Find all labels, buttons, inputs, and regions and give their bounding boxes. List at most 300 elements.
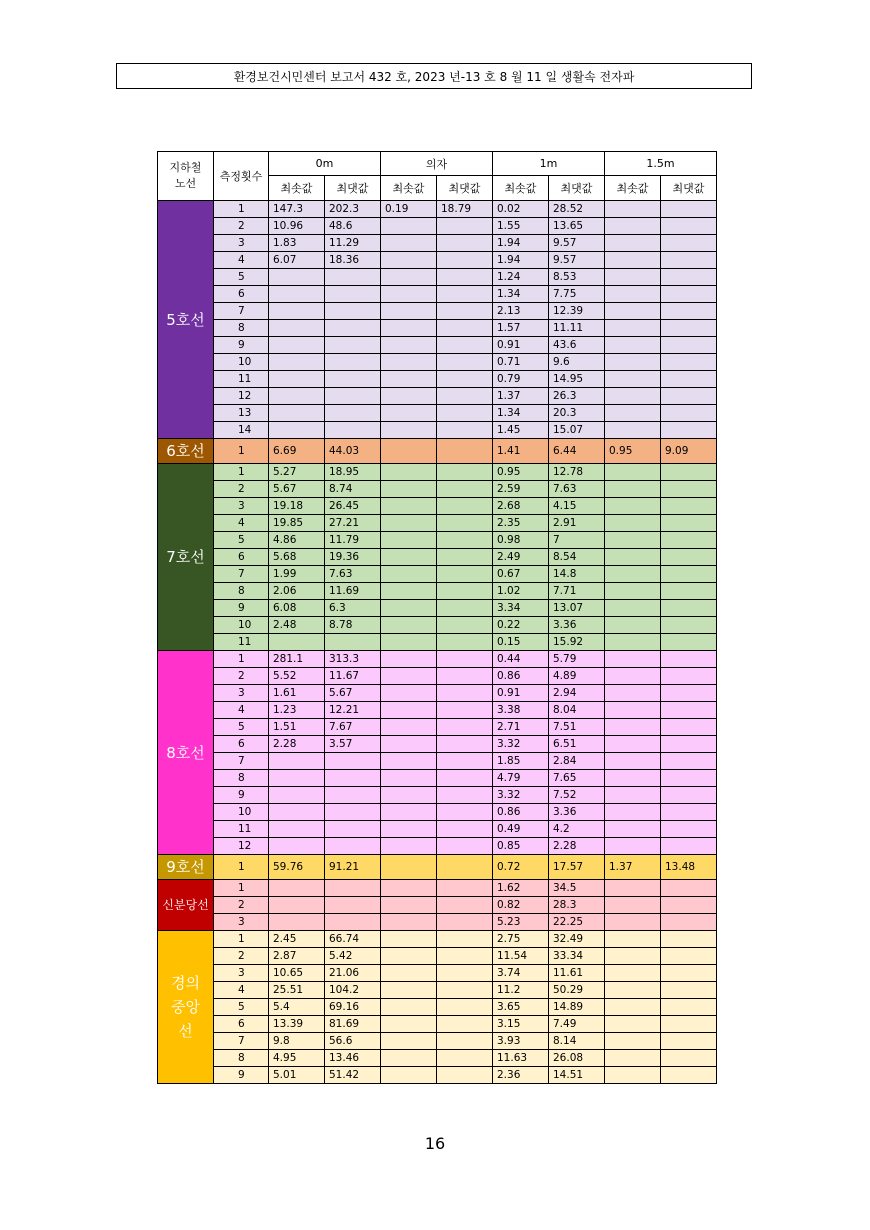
table-row — [158, 999, 717, 1016]
count-cell: 7 — [214, 753, 269, 770]
value-cell — [661, 702, 717, 719]
value-cell — [381, 600, 437, 617]
count-cell: 10 — [214, 617, 269, 634]
value-cell: 3.74 — [493, 965, 549, 982]
value-cell: 202.3 — [325, 201, 381, 218]
value-cell: 1.94 — [493, 252, 549, 269]
table-row — [158, 235, 717, 252]
table-row — [158, 736, 717, 753]
value-cell — [381, 821, 437, 838]
value-cell: 0.02 — [493, 201, 549, 218]
count-cell: 11 — [214, 371, 269, 388]
value-cell — [661, 498, 717, 515]
value-cell: 0.49 — [493, 821, 549, 838]
value-cell: 2.36 — [493, 1067, 549, 1084]
report-header — [116, 63, 752, 89]
count-cell: 9 — [214, 337, 269, 354]
value-cell: 13.48 — [661, 855, 717, 880]
count-cell: 4 — [214, 702, 269, 719]
value-cell: 3.32 — [493, 787, 549, 804]
value-cell: 1.37 — [493, 388, 549, 405]
value-cell — [269, 337, 325, 354]
value-cell: 8.54 — [549, 549, 605, 566]
value-cell: 1.41 — [493, 439, 549, 464]
value-cell — [605, 982, 661, 999]
value-cell: 4.2 — [549, 821, 605, 838]
value-cell — [661, 1067, 717, 1084]
value-cell: 5.23 — [493, 914, 549, 931]
value-cell — [605, 218, 661, 235]
count-cell: 2 — [214, 668, 269, 685]
value-cell — [605, 354, 661, 371]
value-cell — [381, 498, 437, 515]
value-cell — [381, 388, 437, 405]
value-cell: 1.85 — [493, 753, 549, 770]
value-cell — [661, 532, 717, 549]
table-row — [158, 286, 717, 303]
count-cell: 6 — [214, 1016, 269, 1033]
count-cell: 12 — [214, 838, 269, 855]
value-cell — [661, 515, 717, 532]
value-cell: 0.71 — [493, 354, 549, 371]
count-cell: 8 — [214, 583, 269, 600]
measurement-table — [157, 151, 717, 1084]
value-cell — [661, 235, 717, 252]
table-row — [158, 770, 717, 787]
value-cell — [661, 286, 717, 303]
value-cell: 66.74 — [325, 931, 381, 948]
value-cell — [269, 371, 325, 388]
table-row — [158, 515, 717, 532]
value-cell: 104.2 — [325, 982, 381, 999]
value-cell — [661, 787, 717, 804]
value-cell: 7.67 — [325, 719, 381, 736]
value-cell — [381, 464, 437, 481]
table-row — [158, 880, 717, 897]
value-cell — [661, 303, 717, 320]
value-cell: 14.89 — [549, 999, 605, 1016]
value-cell — [269, 821, 325, 838]
header-group-1m: 1m — [493, 152, 605, 176]
value-cell — [605, 201, 661, 218]
count-cell: 8 — [214, 1050, 269, 1067]
value-cell — [437, 668, 493, 685]
table-row — [158, 439, 717, 464]
value-cell — [661, 914, 717, 931]
value-cell: 1.51 — [269, 719, 325, 736]
value-cell: 0.91 — [493, 337, 549, 354]
value-cell — [661, 897, 717, 914]
line-name-cell: 9호선 — [158, 855, 214, 880]
value-cell — [381, 770, 437, 787]
value-cell — [605, 583, 661, 600]
value-cell: 6.69 — [269, 439, 325, 464]
value-cell — [437, 685, 493, 702]
value-cell: 0.67 — [493, 566, 549, 583]
value-cell — [381, 354, 437, 371]
value-cell: 0.95 — [493, 464, 549, 481]
count-cell: 8 — [214, 770, 269, 787]
count-cell: 3 — [214, 498, 269, 515]
value-cell — [381, 371, 437, 388]
count-cell: 4 — [214, 982, 269, 999]
value-cell: 0.19 — [381, 201, 437, 218]
value-cell — [269, 897, 325, 914]
value-cell: 5.67 — [325, 685, 381, 702]
header-min: 최솟값 — [269, 176, 325, 201]
value-cell — [437, 303, 493, 320]
value-cell — [661, 736, 717, 753]
value-cell: 50.29 — [549, 982, 605, 999]
value-cell — [381, 549, 437, 566]
value-cell — [381, 320, 437, 337]
value-cell: 27.21 — [325, 515, 381, 532]
value-cell: 12.39 — [549, 303, 605, 320]
table-row — [158, 201, 717, 218]
value-cell: 9.6 — [549, 354, 605, 371]
value-cell: 4.89 — [549, 668, 605, 685]
value-cell: 7 — [549, 532, 605, 549]
value-cell — [605, 914, 661, 931]
value-cell — [605, 821, 661, 838]
value-cell: 28.52 — [549, 201, 605, 218]
count-cell: 9 — [214, 1067, 269, 1084]
value-cell — [269, 804, 325, 821]
value-cell: 33.34 — [549, 948, 605, 965]
value-cell: 69.16 — [325, 999, 381, 1016]
value-cell — [437, 439, 493, 464]
value-cell: 51.42 — [325, 1067, 381, 1084]
table-row — [158, 1033, 717, 1050]
table-row — [158, 405, 717, 422]
value-cell: 0.44 — [493, 651, 549, 668]
value-cell — [661, 838, 717, 855]
value-cell: 7.49 — [549, 1016, 605, 1033]
value-cell: 4.79 — [493, 770, 549, 787]
value-cell — [381, 965, 437, 982]
value-cell — [605, 999, 661, 1016]
value-cell — [381, 617, 437, 634]
value-cell — [437, 337, 493, 354]
value-cell — [661, 634, 717, 651]
value-cell: 22.25 — [549, 914, 605, 931]
value-cell — [437, 948, 493, 965]
value-cell — [605, 498, 661, 515]
value-cell — [437, 736, 493, 753]
table-row — [158, 617, 717, 634]
value-cell: 18.79 — [437, 201, 493, 218]
table-row — [158, 422, 717, 439]
value-cell — [437, 719, 493, 736]
line-name-cell: 6호선 — [158, 439, 214, 464]
count-cell: 8 — [214, 320, 269, 337]
count-cell: 5 — [214, 269, 269, 286]
value-cell: 6.07 — [269, 252, 325, 269]
value-cell — [437, 634, 493, 651]
table-row — [158, 1016, 717, 1033]
value-cell: 2.06 — [269, 583, 325, 600]
value-cell — [661, 880, 717, 897]
value-cell: 0.82 — [493, 897, 549, 914]
value-cell — [437, 1050, 493, 1067]
value-cell: 7.52 — [549, 787, 605, 804]
value-cell: 6.44 — [549, 439, 605, 464]
value-cell — [381, 838, 437, 855]
value-cell: 8.78 — [325, 617, 381, 634]
value-cell — [381, 668, 437, 685]
value-cell: 10.96 — [269, 218, 325, 235]
value-cell — [381, 634, 437, 651]
value-cell: 1.45 — [493, 422, 549, 439]
count-cell: 1 — [214, 880, 269, 897]
value-cell: 2.48 — [269, 617, 325, 634]
table-row — [158, 481, 717, 498]
value-cell — [661, 1033, 717, 1050]
value-cell — [325, 880, 381, 897]
value-cell — [605, 600, 661, 617]
value-cell — [661, 770, 717, 787]
value-cell — [605, 702, 661, 719]
value-cell: 4.95 — [269, 1050, 325, 1067]
value-cell: 7.63 — [325, 566, 381, 583]
value-cell — [661, 422, 717, 439]
value-cell — [605, 1016, 661, 1033]
value-cell — [661, 320, 717, 337]
value-cell: 14.51 — [549, 1067, 605, 1084]
value-cell — [661, 201, 717, 218]
value-cell — [381, 880, 437, 897]
value-cell — [381, 914, 437, 931]
value-cell — [661, 566, 717, 583]
value-cell — [437, 855, 493, 880]
table-row — [158, 702, 717, 719]
value-cell: 2.91 — [549, 515, 605, 532]
value-cell — [325, 388, 381, 405]
value-cell — [437, 422, 493, 439]
value-cell — [269, 388, 325, 405]
value-cell — [437, 235, 493, 252]
value-cell: 7.63 — [549, 481, 605, 498]
value-cell: 0.86 — [493, 804, 549, 821]
value-cell — [325, 303, 381, 320]
value-cell: 17.57 — [549, 855, 605, 880]
count-cell: 10 — [214, 804, 269, 821]
value-cell — [381, 1033, 437, 1050]
value-cell: 5.4 — [269, 999, 325, 1016]
value-cell: 2.71 — [493, 719, 549, 736]
count-cell: 3 — [214, 965, 269, 982]
table-row — [158, 821, 717, 838]
value-cell: 2.28 — [269, 736, 325, 753]
value-cell — [437, 600, 493, 617]
value-cell — [381, 422, 437, 439]
value-cell: 59.76 — [269, 855, 325, 880]
value-cell — [605, 235, 661, 252]
value-cell: 1.83 — [269, 235, 325, 252]
value-cell — [269, 320, 325, 337]
value-cell: 5.79 — [549, 651, 605, 668]
value-cell: 1.23 — [269, 702, 325, 719]
value-cell — [661, 965, 717, 982]
value-cell: 5.67 — [269, 481, 325, 498]
header-max: 최댓값 — [549, 176, 605, 201]
value-cell — [605, 1050, 661, 1067]
value-cell — [325, 838, 381, 855]
value-cell — [661, 464, 717, 481]
value-cell — [381, 897, 437, 914]
value-cell: 12.21 — [325, 702, 381, 719]
value-cell — [381, 1067, 437, 1084]
table-row — [158, 218, 717, 235]
value-cell: 8.04 — [549, 702, 605, 719]
value-cell — [437, 931, 493, 948]
value-cell — [605, 405, 661, 422]
value-cell — [381, 1050, 437, 1067]
value-cell — [605, 1067, 661, 1084]
value-cell — [437, 371, 493, 388]
value-cell — [437, 583, 493, 600]
value-cell: 8.74 — [325, 481, 381, 498]
value-cell: 11.69 — [325, 583, 381, 600]
value-cell — [269, 770, 325, 787]
value-cell — [605, 965, 661, 982]
page-number: 16 — [424, 1134, 446, 1153]
value-cell — [605, 320, 661, 337]
value-cell: 0.86 — [493, 668, 549, 685]
value-cell: 56.6 — [325, 1033, 381, 1050]
value-cell: 81.69 — [325, 1016, 381, 1033]
value-cell — [437, 897, 493, 914]
value-cell: 11.63 — [493, 1050, 549, 1067]
value-cell — [661, 1016, 717, 1033]
value-cell — [661, 405, 717, 422]
value-cell: 3.32 — [493, 736, 549, 753]
value-cell — [605, 787, 661, 804]
value-cell — [661, 252, 717, 269]
value-cell — [325, 821, 381, 838]
value-cell: 14.8 — [549, 566, 605, 583]
count-cell: 4 — [214, 252, 269, 269]
table-row — [158, 787, 717, 804]
value-cell: 44.03 — [325, 439, 381, 464]
value-cell — [605, 337, 661, 354]
line-name-cell: 5호선 — [158, 201, 214, 439]
value-cell — [605, 753, 661, 770]
count-cell: 1 — [214, 651, 269, 668]
table-row — [158, 269, 717, 286]
table-body — [158, 201, 717, 1084]
value-cell — [269, 354, 325, 371]
value-cell: 0.98 — [493, 532, 549, 549]
value-cell: 20.3 — [549, 405, 605, 422]
value-cell — [661, 388, 717, 405]
value-cell — [381, 685, 437, 702]
value-cell: 26.08 — [549, 1050, 605, 1067]
table-row — [158, 252, 717, 269]
value-cell — [437, 965, 493, 982]
count-cell: 9 — [214, 600, 269, 617]
value-cell — [325, 897, 381, 914]
value-cell: 15.92 — [549, 634, 605, 651]
value-cell — [325, 914, 381, 931]
value-cell: 10.65 — [269, 965, 325, 982]
value-cell — [437, 354, 493, 371]
value-cell: 1.37 — [605, 855, 661, 880]
value-cell: 21.06 — [325, 965, 381, 982]
count-cell: 7 — [214, 1033, 269, 1050]
value-cell — [661, 948, 717, 965]
value-cell — [605, 838, 661, 855]
value-cell: 9.8 — [269, 1033, 325, 1050]
value-cell: 19.18 — [269, 498, 325, 515]
value-cell — [605, 617, 661, 634]
value-cell — [381, 719, 437, 736]
value-cell — [605, 566, 661, 583]
value-cell: 2.28 — [549, 838, 605, 855]
count-cell: 2 — [214, 481, 269, 498]
table-row — [158, 1050, 717, 1067]
value-cell — [437, 787, 493, 804]
value-cell — [605, 736, 661, 753]
value-cell: 2.87 — [269, 948, 325, 965]
value-cell — [605, 532, 661, 549]
header-line: 지하철 노선 — [158, 152, 214, 201]
value-cell: 5.01 — [269, 1067, 325, 1084]
value-cell — [605, 897, 661, 914]
value-cell: 281.1 — [269, 651, 325, 668]
value-cell — [661, 821, 717, 838]
value-cell — [605, 422, 661, 439]
value-cell — [269, 405, 325, 422]
value-cell — [381, 303, 437, 320]
value-cell: 11.79 — [325, 532, 381, 549]
value-cell — [381, 855, 437, 880]
table-row — [158, 668, 717, 685]
value-cell: 1.62 — [493, 880, 549, 897]
value-cell: 26.45 — [325, 498, 381, 515]
value-cell: 1.02 — [493, 583, 549, 600]
header-max: 최댓값 — [437, 176, 493, 201]
table-row — [158, 634, 717, 651]
table-row — [158, 583, 717, 600]
value-cell: 3.93 — [493, 1033, 549, 1050]
value-cell — [437, 405, 493, 422]
value-cell — [661, 685, 717, 702]
value-cell — [381, 583, 437, 600]
value-cell: 5.42 — [325, 948, 381, 965]
value-cell: 5.68 — [269, 549, 325, 566]
value-cell — [381, 235, 437, 252]
value-cell: 48.6 — [325, 218, 381, 235]
count-cell: 2 — [214, 897, 269, 914]
value-cell — [605, 464, 661, 481]
value-cell: 5.27 — [269, 464, 325, 481]
value-cell: 1.99 — [269, 566, 325, 583]
value-cell — [437, 286, 493, 303]
value-cell: 19.85 — [269, 515, 325, 532]
table-row — [158, 897, 717, 914]
value-cell — [437, 804, 493, 821]
count-cell: 2 — [214, 948, 269, 965]
value-cell — [325, 337, 381, 354]
value-cell: 2.45 — [269, 931, 325, 948]
line-name-cell: 7호선 — [158, 464, 214, 651]
value-cell — [605, 371, 661, 388]
table-row — [158, 838, 717, 855]
value-cell — [381, 286, 437, 303]
value-cell: 0.15 — [493, 634, 549, 651]
value-cell — [381, 999, 437, 1016]
